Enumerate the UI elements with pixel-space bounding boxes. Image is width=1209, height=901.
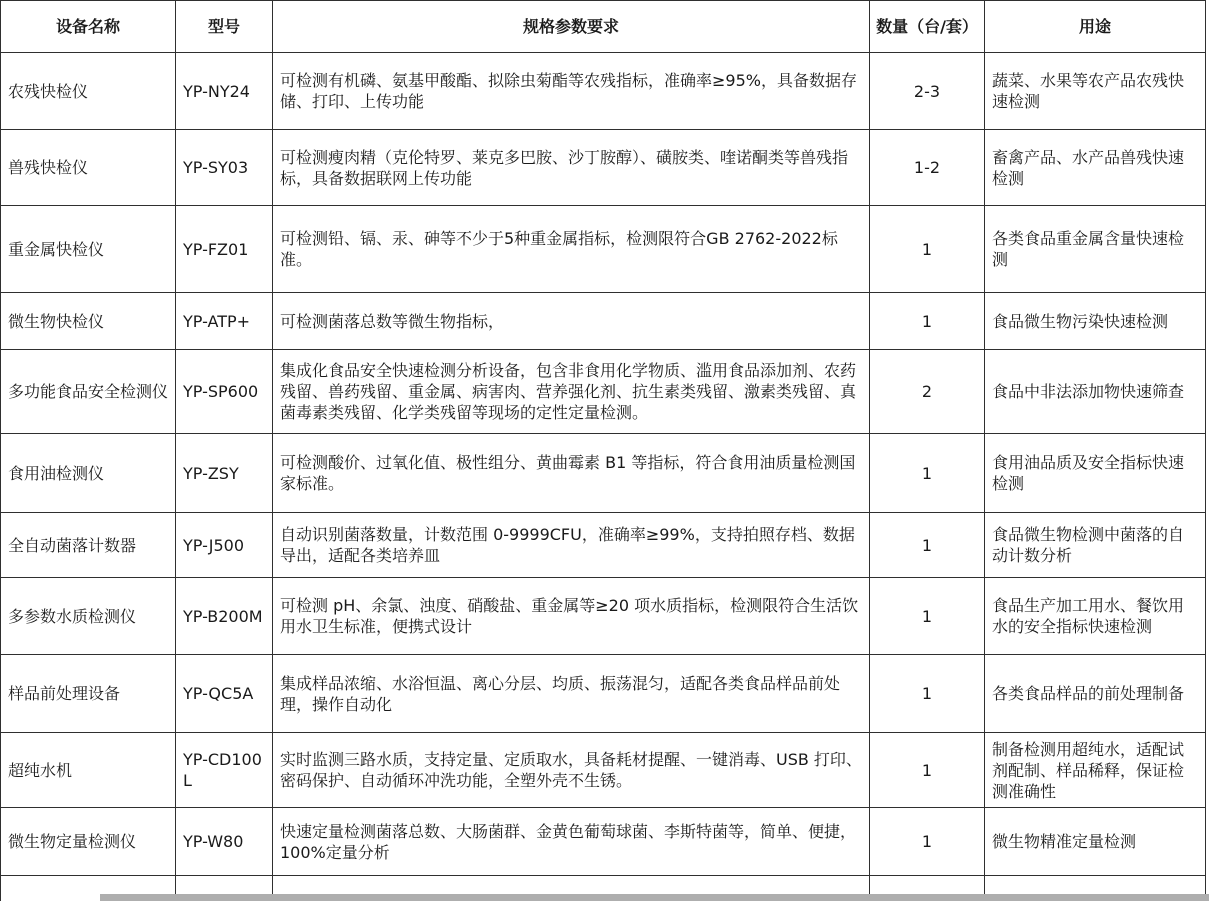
header-row — [1, 1, 1206, 53]
cell-device-name: 微生物快检仪 — [1, 293, 176, 350]
cell-model: YP-J500 — [176, 513, 273, 578]
header-device-name: 设备名称 — [1, 1, 176, 53]
cell-quantity: 2 — [870, 350, 985, 434]
cell-device-name: 样品前处理设备 — [1, 655, 176, 733]
cell-use: 制备检测用超纯水，适配试剂配制、样品稀释，保证检测准确性 — [985, 733, 1206, 808]
header-use: 用途 — [985, 1, 1206, 53]
cell-model: YP-NY24 — [176, 53, 273, 130]
cell-use: 食品微生物污染快速检测 — [985, 293, 1206, 350]
cell-device-name: 食用油检测仪 — [1, 434, 176, 513]
header-model: 型号 — [176, 1, 273, 53]
cell-use: 食品中非法添加物快速筛查 — [985, 350, 1206, 434]
cell-model: YP-W80 — [176, 808, 273, 876]
cell-quantity: 1 — [870, 578, 985, 655]
cell-use: 各类食品重金属含量快速检测 — [985, 206, 1206, 293]
cell-device-name: 全自动菌落计数器 — [1, 513, 176, 578]
cell-use: 微生物精准定量检测 — [985, 808, 1206, 876]
table-row — [1, 655, 1206, 733]
cell-device-name: 重金属快检仪 — [1, 206, 176, 293]
table-row — [1, 578, 1206, 655]
window-edge-shadow — [100, 894, 1209, 901]
cell-model: YP-QC5A — [176, 655, 273, 733]
cell-spec: 可检测酸价、过氧化值、极性组分、黄曲霉素 B1 等指标，符合食用油质量检测国家标准。 — [273, 434, 870, 513]
cell-quantity: 1 — [870, 434, 985, 513]
cell-model: YP-SP600 — [176, 350, 273, 434]
cell-use: 畜禽产品、水产品兽残快速检测 — [985, 130, 1206, 206]
cell-device-name: 微生物定量检测仪 — [1, 808, 176, 876]
table-row — [1, 434, 1206, 513]
cell-quantity: 2-3 — [870, 53, 985, 130]
table-row — [1, 733, 1206, 808]
cell-device-name: 农残快检仪 — [1, 53, 176, 130]
table-row — [1, 808, 1206, 876]
cell-device-name: 兽残快检仪 — [1, 130, 176, 206]
cell-spec: 自动识别菌落数量，计数范围 0-9999CFU，准确率≥99%，支持拍照存档、数据导出，适配各类培养皿 — [273, 513, 870, 578]
cell-spec: 快速定量检测菌落总数、大肠菌群、金黄色葡萄球菌、李斯特菌等，简单、便捷，100%定量分析 — [273, 808, 870, 876]
cell-spec: 可检测瘦肉精（克伦特罗、莱克多巴胺、沙丁胺醇）、磺胺类、喹诺酮类等兽残指标，具备数据联网上传功能 — [273, 130, 870, 206]
cell-model: YP-SY03 — [176, 130, 273, 206]
table-row — [1, 206, 1206, 293]
cell-model: YP-ZSY — [176, 434, 273, 513]
cell-quantity: 1 — [870, 206, 985, 293]
cell-model: YP-B200M — [176, 578, 273, 655]
cell-model: YP-FZ01 — [176, 206, 273, 293]
cell-use: 蔬菜、水果等农产品农残快速检测 — [985, 53, 1206, 130]
table-row — [1, 350, 1206, 434]
cell-device-name: 多参数水质检测仪 — [1, 578, 176, 655]
cell-device-name: 多功能食品安全检测仪 — [1, 350, 176, 434]
header-spec-requirements: 规格参数要求 — [273, 1, 870, 53]
cell-quantity: 1 — [870, 808, 985, 876]
header-quantity: 数量（台/套） — [870, 1, 985, 53]
cell-spec: 可检测 pH、余氯、浊度、硝酸盐、重金属等≥20 项水质指标，检测限符合生活饮用水卫生标准，便携式设计 — [273, 578, 870, 655]
cell-spec: 可检测菌落总数等微生物指标， — [273, 293, 870, 350]
table-row — [1, 130, 1206, 206]
cell-device-name: 超纯水机 — [1, 733, 176, 808]
cell-use: 食用油品质及安全指标快速检测 — [985, 434, 1206, 513]
cell-spec: 可检测有机磷、氨基甲酸酯、拟除虫菊酯等农残指标，准确率≥95%，具备数据存储、打印、上传功能 — [273, 53, 870, 130]
cell-use: 各类食品样品的前处理制备 — [985, 655, 1206, 733]
cell-spec: 集成样品浓缩、水浴恒温、离心分层、均质、振荡混匀，适配各类食品样品前处理，操作自动化 — [273, 655, 870, 733]
cell-quantity: 1-2 — [870, 130, 985, 206]
cell-spec: 可检测铅、镉、汞、砷等不少于5种重金属指标，检测限符合GB 2762-2022标准。 — [273, 206, 870, 293]
cell-quantity: 1 — [870, 733, 985, 808]
cell-spec: 实时监测三路水质，支持定量、定质取水，具备耗材提醒、一键消毒、USB 打印、密码保护、自动循环冲洗功能，全塑外壳不生锈。 — [273, 733, 870, 808]
table-row — [1, 293, 1206, 350]
cell-use: 食品微生物检测中菌落的自动计数分析 — [985, 513, 1206, 578]
cell-spec: 集成化食品安全快速检测分析设备，包含非食用化学物质、滥用食品添加剂、农药残留、兽药残留、重金属、病害肉、营养强化剂、抗生素类残留、激素类残留、真菌毒素类残留、化学类残留等现场的定性定量检测。 — [273, 350, 870, 434]
cell-model: YP-ATP+ — [176, 293, 273, 350]
table-row — [1, 53, 1206, 130]
cell-model: YP-CD100L — [176, 733, 273, 808]
cell-quantity: 1 — [870, 655, 985, 733]
table-row — [1, 513, 1206, 578]
cell-quantity: 1 — [870, 513, 985, 578]
cell-quantity: 1 — [870, 293, 985, 350]
cell-use: 食品生产加工用水、餐饮用水的安全指标快速检测 — [985, 578, 1206, 655]
